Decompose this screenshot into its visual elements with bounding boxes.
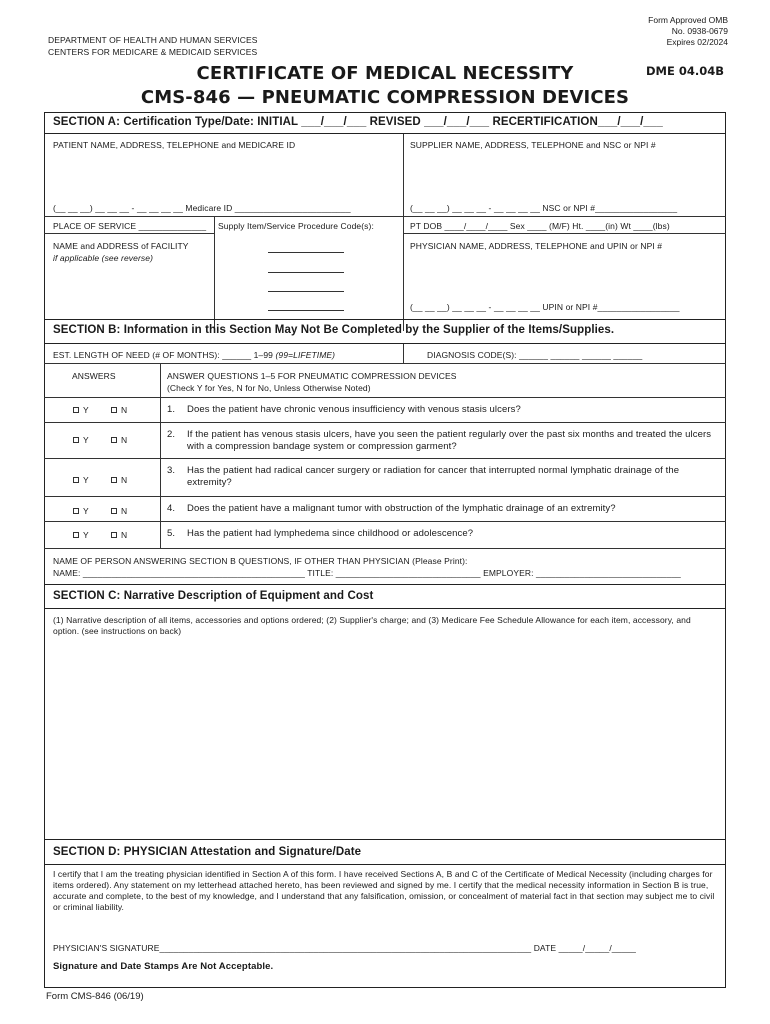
divider bbox=[44, 363, 726, 364]
question-number: 1. bbox=[167, 404, 176, 415]
omb-line-2: No. 0938-0679 bbox=[671, 26, 728, 36]
agency-block bbox=[48, 34, 258, 58]
question-number: 3. bbox=[167, 465, 176, 476]
patient-label: PATIENT NAME, ADDRESS, TELEPHONE and MEDICARE ID bbox=[53, 140, 296, 150]
section-a-heading: SECTION A: Certification Type/Date: INITIAL ___/___/___ REVISED ___/___/___ RECERTIFICATION___/___/___ bbox=[53, 116, 663, 128]
divider bbox=[44, 608, 726, 609]
question-number: 4. bbox=[167, 503, 176, 514]
divider bbox=[44, 548, 726, 549]
divider bbox=[44, 343, 726, 344]
section-d-heading: SECTION D: PHYSICIAN Attestation and Signature/Date bbox=[53, 846, 362, 858]
q4-yes-checkbox[interactable] bbox=[73, 508, 79, 514]
facility-label: NAME and ADDRESS of FACILITY bbox=[53, 241, 189, 251]
supplier-label: SUPPLIER NAME, ADDRESS, TELEPHONE and NSC or NPI # bbox=[410, 140, 656, 150]
section-c-heading: SECTION C: Narrative Description of Equipment and Cost bbox=[53, 590, 374, 602]
dme-code: DME 04.04B bbox=[646, 64, 724, 78]
pt-dob-field[interactable]: PT DOB ____/____/____ Sex ____ (M/F) Ht. ____(in) Wt ____(lbs) bbox=[410, 221, 670, 231]
divider bbox=[44, 397, 726, 398]
yes-label: Y bbox=[83, 506, 89, 516]
stamps-note: Signature and Date Stamps Are Not Acceptable. bbox=[53, 961, 274, 972]
divider bbox=[44, 216, 726, 217]
q4-no-checkbox[interactable] bbox=[111, 508, 117, 514]
yes-label: Y bbox=[83, 475, 89, 485]
question-3-text: Has the patient had radical cancer surgery or radiation for cancer that interrupted normal lymphatic drainage of the extremity? bbox=[187, 465, 680, 488]
yes-label: Y bbox=[83, 405, 89, 415]
q1-no-checkbox[interactable] bbox=[111, 407, 117, 413]
divider bbox=[44, 521, 726, 522]
procedure-code-line-2[interactable] bbox=[268, 272, 344, 273]
physician-phone-field[interactable]: (__ __ __) __ __ __ - __ __ __ __ UPIN or NPI #_________________ bbox=[410, 302, 680, 312]
question-4-text: Does the patient have a malignant tumor with obstruction of the lymphatic drainage of an extremity? bbox=[187, 503, 616, 514]
yes-label: Y bbox=[83, 530, 89, 540]
question-1-text: Does the patient have chronic venous insufficiency with venous stasis ulcers? bbox=[187, 404, 521, 415]
section-b-heading: SECTION B: Information in this Section May Not Be Completed by the Supplier of the Items/Supplies. bbox=[53, 324, 615, 336]
omb-line-1: Form Approved OMB bbox=[648, 15, 728, 25]
question-5-text: Has the patient had lymphedema since childhood or adolescence? bbox=[187, 528, 474, 539]
no-label: N bbox=[121, 530, 128, 540]
agency-line-1: DEPARTMENT OF HEALTH AND HUMAN SERVICES bbox=[48, 35, 258, 45]
q1-yes-checkbox[interactable] bbox=[73, 407, 79, 413]
est-length-note: (99=LIFETIME) bbox=[275, 350, 336, 360]
no-label: N bbox=[121, 435, 128, 445]
physician-label: PHYSICIAN NAME, ADDRESS, TELEPHONE and UPIN or NPI # bbox=[410, 241, 663, 251]
omb-block bbox=[648, 15, 728, 48]
place-of-service-field[interactable]: PLACE OF SERVICE ______________ bbox=[53, 221, 207, 231]
agency-line-2: CENTERS FOR MEDICARE & MEDICAID SERVICES bbox=[48, 47, 258, 57]
no-label: N bbox=[121, 405, 128, 415]
q2-no-checkbox[interactable] bbox=[111, 437, 117, 443]
procedure-code-line-1[interactable] bbox=[268, 252, 344, 253]
divider bbox=[44, 422, 726, 423]
supply-item-label: Supply Item/Service Procedure Code(s): bbox=[218, 221, 374, 231]
instructions-line-1: ANSWER QUESTIONS 1–5 FOR PNEUMATIC COMPRESSION DEVICES bbox=[167, 371, 457, 381]
narrative-area[interactable] bbox=[46, 642, 724, 837]
est-length-field[interactable] bbox=[53, 350, 335, 361]
procedure-code-line-4[interactable] bbox=[268, 310, 344, 311]
answering-person-label: NAME OF PERSON ANSWERING SECTION B QUESTIONS, IF OTHER THAN PHYSICIAN (Please Print): bbox=[53, 556, 468, 566]
divider bbox=[44, 839, 726, 840]
divider bbox=[44, 133, 726, 134]
form-title bbox=[40, 62, 730, 110]
yes-label: Y bbox=[83, 435, 89, 445]
instructions-line-2: (Check Y for Yes, N for No, Unless Otherwise Noted) bbox=[167, 383, 371, 393]
question-number: 5. bbox=[167, 528, 176, 539]
attestation-text: I certify that I am the treating physician identified in Section A of this form. I have received Sections A, B and C of the Certificate of Medical Necessity (including charges for items ordered). Any statement on my letterhead attached hereto, has been reviewed and signed by me. I certify that the medical necessity information in Section B is true, accurate and complete, to the best of my knowledge, and I understand that any falsification, omission, or concealment of material fact in that section may subject me to civil or criminal liability. bbox=[53, 869, 715, 912]
divider bbox=[44, 496, 726, 497]
supplier-phone-field[interactable]: (__ __ __) __ __ __ - __ __ __ __ NSC or NPI #_________________ bbox=[410, 203, 678, 213]
patient-phone-field[interactable]: (__ __ __) __ __ __ - __ __ __ __ Medicare ID ________________________ bbox=[53, 203, 351, 213]
procedure-code-line-3[interactable] bbox=[268, 291, 344, 292]
q3-yes-checkbox[interactable] bbox=[73, 477, 79, 483]
divider bbox=[403, 344, 404, 363]
answers-label: ANSWERS bbox=[72, 371, 116, 381]
answering-person-fields[interactable]: NAME: ______________________________________________ TITLE: ______________________________ EMPLOYER: ______________________________ bbox=[53, 568, 681, 578]
divider bbox=[44, 233, 214, 234]
question-2-text: If the patient has venous stasis ulcers, have you seen the patient regularly over the past six months and treated the ulcers with a compression bandage system or compression garment? bbox=[187, 429, 712, 452]
form-id: Form CMS-846 (06/19) bbox=[46, 991, 144, 1002]
physician-signature-field[interactable]: PHYSICIAN'S SIGNATURE_____________________________________________________________________________ DATE _____/_____/_____ bbox=[53, 943, 636, 953]
q2-yes-checkbox[interactable] bbox=[73, 437, 79, 443]
divider bbox=[403, 233, 726, 234]
diagnosis-codes-field[interactable]: DIAGNOSIS CODE(S): ______ ______ ______ ______ bbox=[427, 350, 643, 360]
divider bbox=[44, 319, 726, 320]
q3-no-checkbox[interactable] bbox=[111, 477, 117, 483]
supply-column-divider bbox=[214, 217, 215, 331]
est-length-label: EST. LENGTH OF NEED (# OF MONTHS): ______ 1–99 bbox=[53, 350, 276, 360]
section-c-instructions: (1) Narrative description of all items, accessories and options ordered; (2) Supplier's charge; and (3) Medicare Fee Schedule Allowance for each item, accessory, and option. (see instructions on back) bbox=[53, 615, 691, 636]
q5-yes-checkbox[interactable] bbox=[73, 532, 79, 538]
omb-line-3: Expires 02/2024 bbox=[666, 37, 728, 47]
divider bbox=[44, 584, 726, 585]
question-number: 2. bbox=[167, 429, 176, 440]
title-line-2: CMS-846 — PNEUMATIC COMPRESSION DEVICES bbox=[140, 87, 630, 108]
divider bbox=[44, 864, 726, 865]
no-label: N bbox=[121, 475, 128, 485]
no-label: N bbox=[121, 506, 128, 516]
facility-note: if applicable (see reverse) bbox=[53, 253, 154, 263]
q5-no-checkbox[interactable] bbox=[111, 532, 117, 538]
divider bbox=[44, 458, 726, 459]
title-line-1: CERTIFICATE OF MEDICAL NECESSITY bbox=[196, 63, 574, 84]
